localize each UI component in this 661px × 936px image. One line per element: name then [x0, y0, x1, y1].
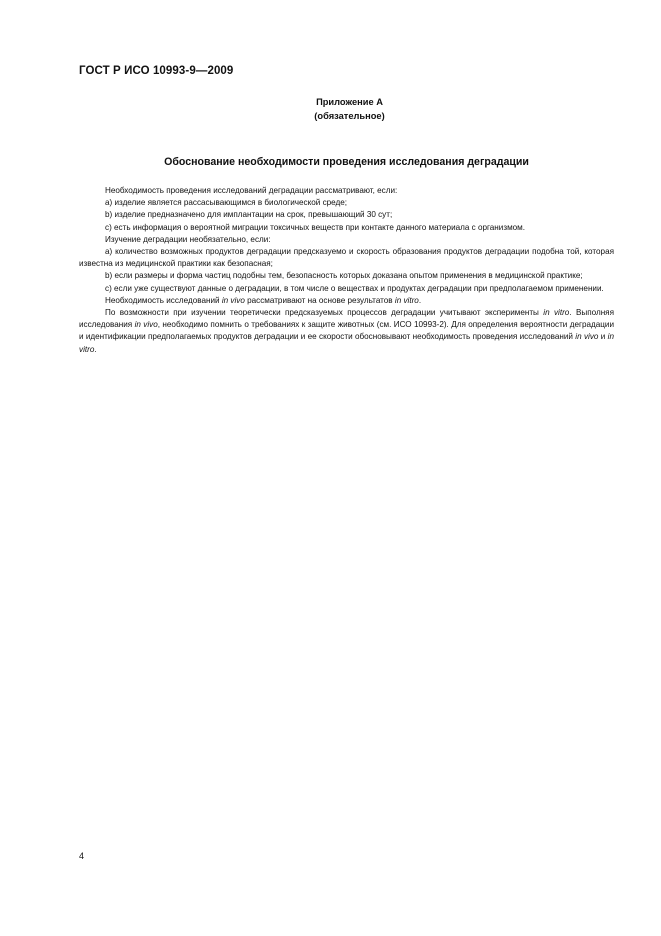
- text-span: . Выполняя исследования: [79, 308, 614, 330]
- list-item-opt-a: а) количество возможных продуктов деградации предсказуемо и скорость образования продуктов деградации подобна той, которая известна из медицинской практики как безопасная;: [79, 247, 614, 269]
- list-item-opt-c: с) если уже существуют данные о деградации, в том числе о веществах и продуктах деградации при предполагаемом применении.: [105, 283, 604, 293]
- text-span: , необходимо помнить о требованиях к защите животных (см. ИСО 10993-2). Для определения вероятности деградации и идентификации предполагаемых продуктов деградации и ее скорости обосновывают необходимость проведения исследований: [79, 320, 614, 342]
- appendix-label: Приложение А: [316, 97, 383, 107]
- paragraph-optional-intro: Изучение деградации необязательно, если:: [105, 234, 271, 244]
- list-item-cond-b: b) изделие предназначено для имплантации на срок, превышающий 30 сут;: [105, 210, 393, 220]
- paragraph-intro: Необходимость проведения исследований деградации рассматривают, если:: [105, 186, 398, 195]
- latin-term: in vitro: [79, 332, 614, 354]
- text-span: и: [598, 332, 608, 342]
- appendix-status: (обязательное): [314, 111, 385, 121]
- appendix-heading: [0, 95, 661, 123]
- latin-term: in vivo: [221, 295, 245, 305]
- section-title: Обоснование необходимости проведения исследования деградации: [164, 156, 529, 168]
- list-item-opt-b: b) если размеры и форма частиц подобны тем, безопасность которых доказана опытом применения в медицинской практике;: [105, 271, 583, 281]
- latin-term: in vitro: [394, 295, 419, 305]
- text-span: По возможности при изучении теоретически предсказуемых процессов деградации учитывают эксперименты: [105, 308, 544, 318]
- latin-term: in vivo: [134, 320, 158, 330]
- document-header: ГОСТ Р ИСО 10993-9—2009: [79, 65, 234, 77]
- text-span: .: [418, 295, 422, 305]
- latin-term: in vitro: [543, 308, 570, 318]
- page-number: 4: [79, 851, 85, 861]
- text-span: .: [94, 344, 97, 354]
- latin-term: in vivo: [575, 332, 599, 342]
- paragraph-experiments: [79, 307, 614, 356]
- text-span: Необходимость исследований: [105, 295, 222, 305]
- paragraph-invivo: [79, 295, 614, 307]
- list-item-cond-a: а) изделие является рассасывающимся в биологической среде;: [105, 198, 348, 208]
- list-item-cond-c: с) есть информация о вероятной миграции токсичных веществ при контакте данного материала с организмом.: [105, 222, 526, 232]
- body-text: [79, 185, 614, 356]
- text-span: рассматривают на основе результатов: [244, 295, 395, 305]
